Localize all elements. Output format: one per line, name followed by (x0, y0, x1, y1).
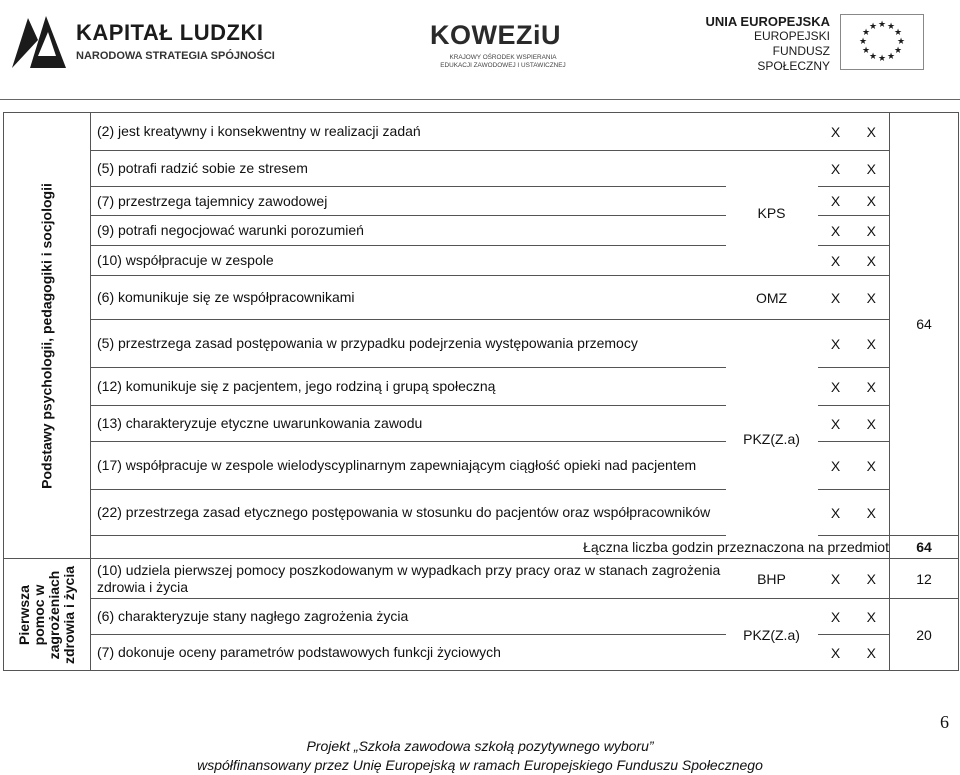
mark-x: X (818, 635, 854, 671)
mark-x: X (818, 187, 854, 216)
table-row (4, 599, 959, 635)
section1-hours: 64 (890, 113, 959, 536)
effect-code: KPS (726, 151, 818, 276)
mark-x: X (854, 490, 890, 536)
svg-text:★: ★ (893, 46, 903, 56)
section2-label-cell (4, 559, 91, 671)
svg-text:★: ★ (868, 22, 878, 32)
mark-x: X (818, 151, 854, 187)
mark-x: X (818, 216, 854, 246)
svg-text:★: ★ (886, 52, 896, 62)
svg-text:★: ★ (893, 28, 903, 38)
svg-text:★: ★ (861, 46, 871, 56)
effect-description: (6) komunikuje się ze współpracownikami (91, 276, 726, 320)
kapital-ludzki-mark-icon (8, 10, 70, 72)
section2-label-line: zagrożeniach (46, 570, 62, 659)
section1-label-cell (4, 113, 91, 559)
effect-description: (12) komunikuje się z pacjentem, jego rodziną i grupą społeczną (91, 368, 726, 406)
effect-description: (2) jest kreatywny i konsekwentny w realizacji zadań (91, 113, 726, 151)
effect-description: (5) przestrzega zasad postępowania w przypadku podejrzenia występowania przemocy (91, 320, 726, 368)
mark-x: X (818, 442, 854, 490)
section2-label-line: pomoc w (31, 584, 47, 645)
ue-line1: UNIA EUROPEJSKA (705, 14, 830, 29)
effect-description: (17) współpracuje w zespole wielodyscyplinarnym zapewniającym ciągłość opieki nad pacjentem (91, 442, 726, 490)
effect-description: (7) przestrzega tajemnicy zawodowej (91, 187, 726, 216)
mark-x: X (818, 559, 854, 599)
curriculum-table (3, 112, 959, 671)
mark-x: X (854, 442, 890, 490)
kapital-ludzki-title: KAPITAŁ LUDZKI (76, 20, 264, 45)
svg-text:★: ★ (861, 28, 871, 38)
page-number: 6 (940, 712, 949, 732)
footer-line1: Projekt „Szkoła zawodowa szkołą pozytywnego wyboru” (306, 738, 654, 754)
mark-x: X (818, 246, 854, 276)
mark-x: X (818, 368, 854, 406)
ue-text (700, 14, 830, 74)
koweziu-title: KOWEZiU (430, 20, 561, 50)
mark-x: X (854, 276, 890, 320)
effect-description: (9) potrafi negocjować warunki porozumień (91, 216, 726, 246)
section2-label-line: zdrowia i życia (61, 565, 77, 664)
mark-x: X (854, 559, 890, 599)
mark-x: X (854, 368, 890, 406)
table-row (4, 559, 959, 599)
mark-x: X (854, 635, 890, 671)
footer (0, 737, 960, 775)
mark-x: X (818, 113, 854, 151)
effect-code (726, 113, 818, 151)
section2-label-line: Pierwsza (16, 584, 32, 645)
table-row (4, 276, 959, 320)
svg-text:★: ★ (877, 20, 887, 30)
mark-x: X (818, 406, 854, 442)
svg-text:★: ★ (877, 54, 887, 64)
mark-x: X (818, 276, 854, 320)
header-divider (0, 99, 960, 100)
mark-x: X (854, 246, 890, 276)
kapital-ludzki-logo (8, 10, 275, 72)
effect-description: (10) współpracuje w zespole (91, 246, 726, 276)
mark-x: X (854, 151, 890, 187)
koweziu-logo (420, 12, 570, 74)
effect-description: (6) charakteryzuje stany nagłego zagrożenia życia (91, 599, 726, 635)
table-row (4, 113, 959, 151)
svg-text:★: ★ (886, 22, 896, 32)
footer-line2: współfinansowany przez Unię Europejską w ramach Europejskiego Funduszu Społecznego (197, 757, 763, 773)
eu-flag-icon (840, 14, 924, 70)
svg-text:★: ★ (868, 52, 878, 62)
kapital-ludzki-subtitle: NARODOWA STRATEGIA SPÓJNOŚCI (76, 50, 275, 62)
mark-x: X (818, 599, 854, 635)
section1-label: Podstawy psychologii, pedagogiki i socjologii (38, 182, 55, 489)
koweziu-subtitle: KRAJOWY OŚRODEK WSPIERANIA EDUKACJI ZAWODOWEJ I USTAWICZNEJ (440, 54, 566, 69)
effect-description: (22) przestrzega zasad etycznego postępowania w stosunku do pacjentów oraz współpracowników (91, 490, 726, 536)
mark-x: X (854, 406, 890, 442)
effect-description: (13) charakteryzuje etyczne uwarunkowania zawodu (91, 406, 726, 442)
total-hours-value: 64 (890, 536, 959, 559)
mark-x: X (854, 113, 890, 151)
table-row (4, 320, 959, 368)
mark-x: X (854, 599, 890, 635)
effect-code: PKZ(Z.a) (726, 599, 818, 671)
ue-line2: EUROPEJSKI (753, 29, 830, 43)
mark-x: X (818, 320, 854, 368)
table-row (4, 536, 959, 559)
effect-description: (7) dokonuje oceny parametrów podstawowych funkcji życiowych (91, 635, 726, 671)
total-hours-label: Łączna liczba godzin przeznaczona na przedmiot (91, 536, 890, 559)
svg-text:★: ★ (896, 37, 906, 47)
hours-value: 20 (890, 599, 959, 671)
mark-x: X (818, 490, 854, 536)
effect-code: OMZ (726, 276, 818, 320)
mark-x: X (854, 216, 890, 246)
effect-description: (10) udziela pierwszej pomocy poszkodowanym w wypadkach przy pracy oraz w stanach zagrożenia zdrowia i życia (91, 559, 726, 599)
table-row (4, 151, 959, 187)
effect-description: (5) potrafi radzić sobie ze stresem (91, 151, 726, 187)
ue-line3: FUNDUSZ SPOŁECZNY (757, 44, 830, 73)
section2-label (17, 565, 77, 663)
effect-code: PKZ(Z.a) (726, 320, 818, 559)
ue-logo (700, 10, 930, 74)
mark-x: X (854, 187, 890, 216)
mark-x: X (854, 320, 890, 368)
svg-text:★: ★ (858, 37, 868, 47)
hours-value: 12 (890, 559, 959, 599)
effect-code: BHP (726, 559, 818, 599)
